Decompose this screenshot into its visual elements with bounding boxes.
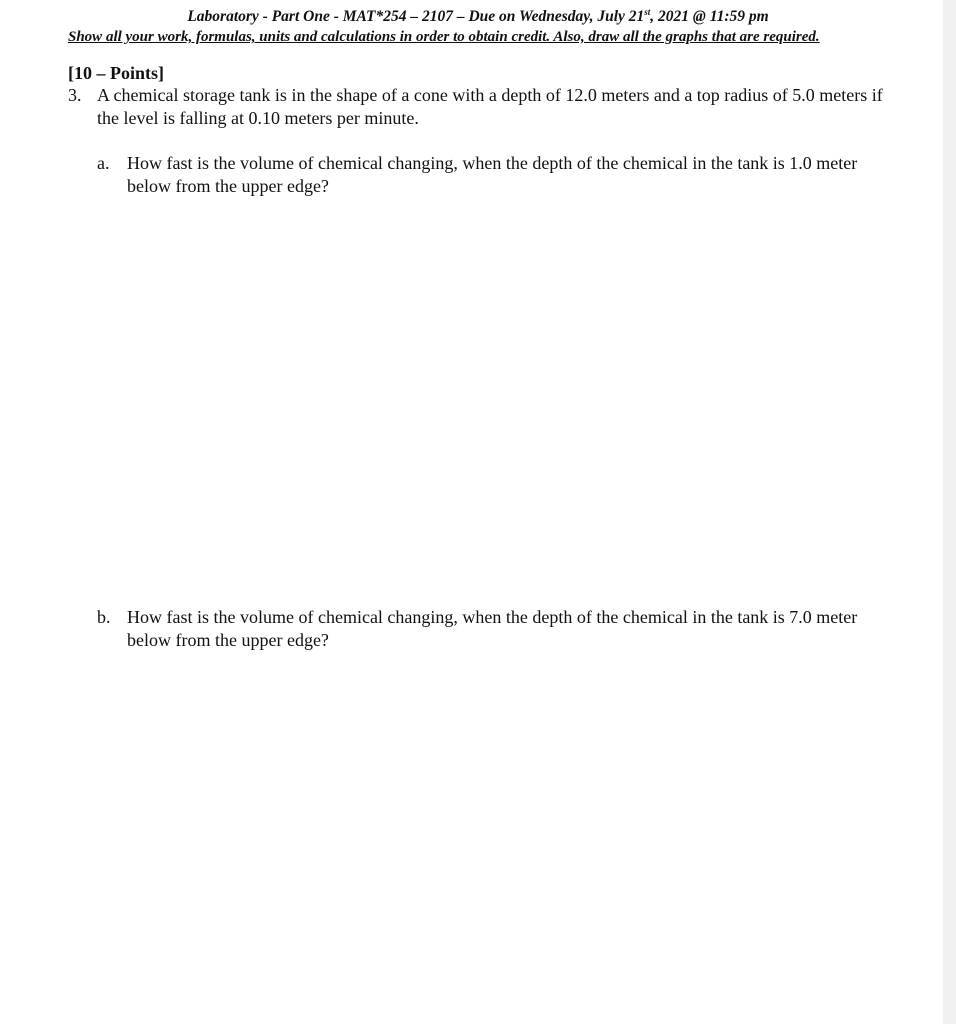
question-text: A chemical storage tank is in the shape of a cone with a depth of 12.0 meters and a top radius of 5.0 meters if the level is falling at 0.10 meters per minute. [97,85,883,128]
part-a-label: a. [97,153,110,173]
header-title-superscript: st [644,6,651,17]
part-b-text: How fast is the volume of chemical changing, when the depth of the chemical in the tank is 7.0 meter below from the upper edge? [127,607,858,650]
page-edge-shadow [943,0,956,1024]
part-a-text: How fast is the volume of chemical changing, when the depth of the chemical in the tank is 1.0 meter below from the upper edge? [127,153,858,196]
points-label: [10 – Points] [68,63,164,83]
document-header-instructions: Show all your work, formulas, units and calculations in order to obtain credit. Also, draw all the graphs that are required. [68,29,820,45]
document-header-title [0,7,956,27]
question-number: 3. [68,85,82,105]
part-b-label: b. [97,607,111,627]
header-title-main: Laboratory - Part One - MAT*254 – 2107 – Due on Wednesday, July 21 [187,8,645,25]
header-title-time: , 2021 @ 11:59 pm [650,8,769,25]
